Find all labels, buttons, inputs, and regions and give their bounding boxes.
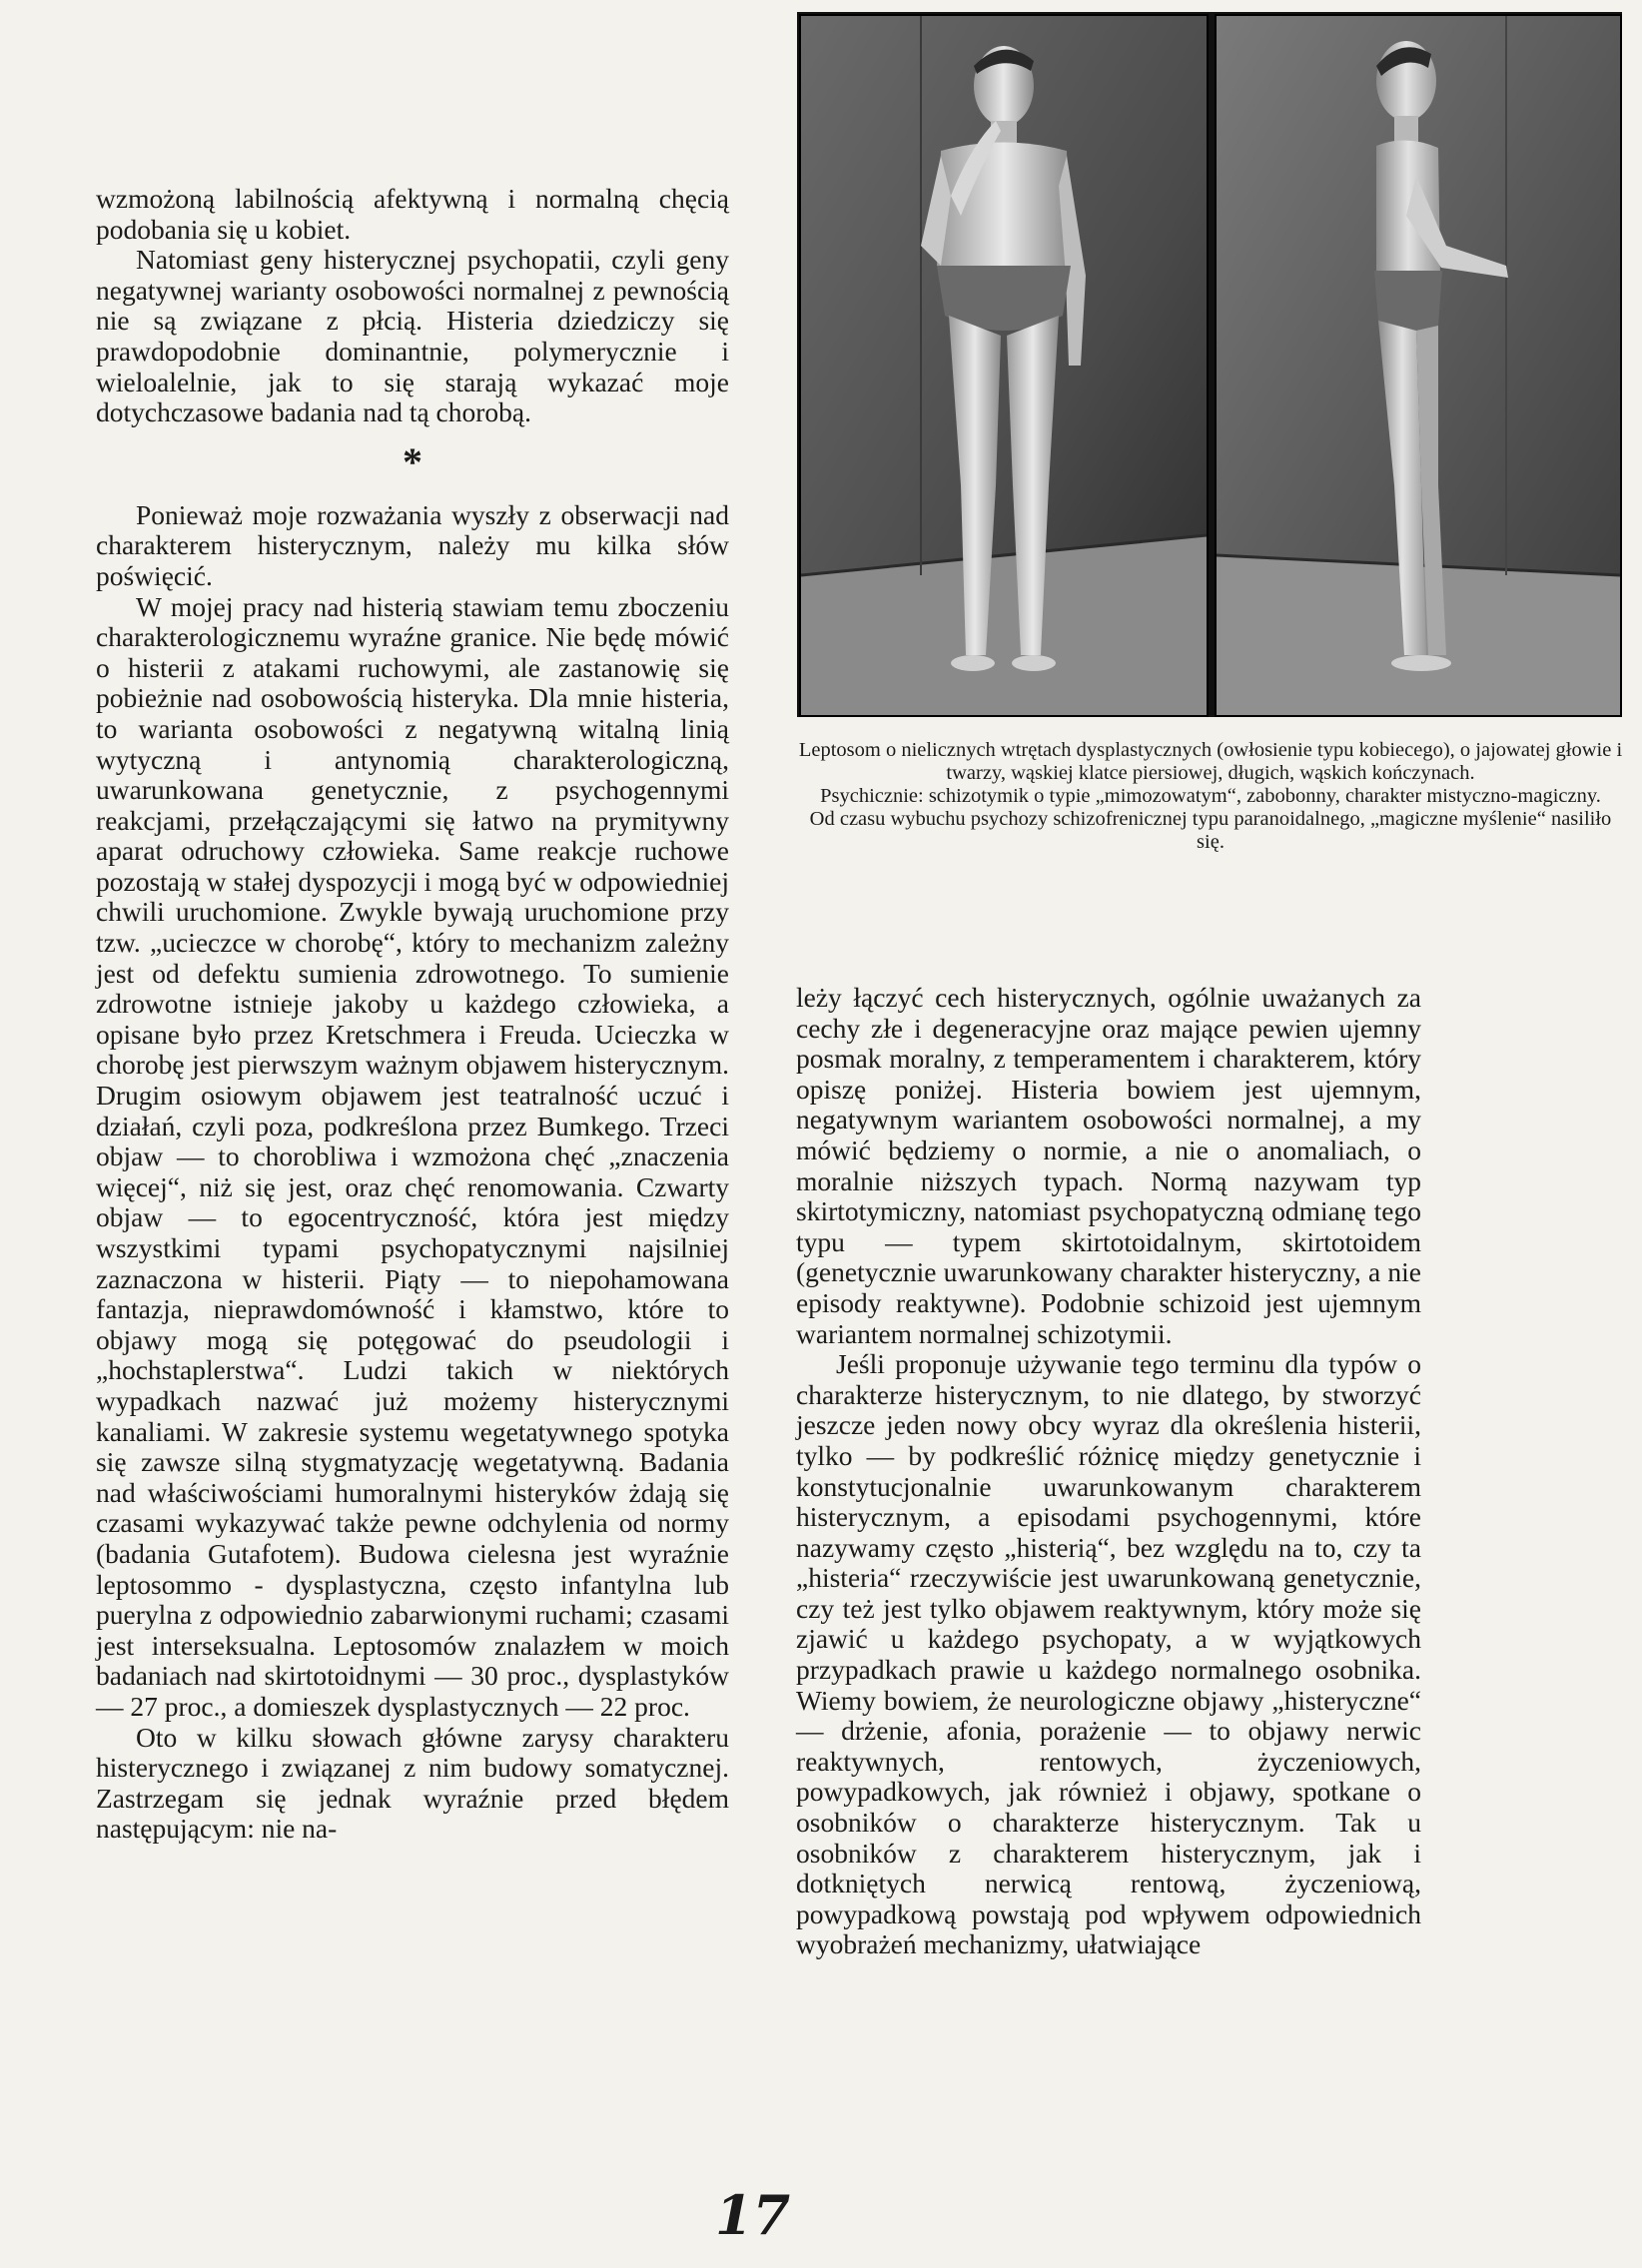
caption-line: Leptosom o nielicznych wtrętach dysplastycznych (owłosienie typu kobiecego), o jajowatej głowie i twarzy, wąskiej klatce piersiowej, długich, wąskich kończynach. [798,739,1623,784]
photo-front-image [801,16,1207,715]
paragraph: Natomiast geny histerycznej psychopatii, czyli geny negatywnej warianty osobowości normalnej z pewnością nie są związane z płcią. Histeria dziedziczy się prawdopodobnie dominantnie, polymerycznie i wieloalelnie, jak to się starają wykazać moje dotychczasowe badania nad tą chorobą. [96,244,729,428]
caption-line: Od czasu wybuchu psychozy schizofrenicznej typu paranoidalnego, „magiczne myślenie“ nasiliło się. [809,808,1612,853]
paragraph: W mojej pracy nad histerią stawiam temu zboczeniu charakterologicznemu wyraźne granice. Nie będę mówić o histerii z atakami ruchowymi, ale zastanowię się pobieżnie nad osobowością histeryka. Dla mnie histeria, to warianta osobowości z negatywną witalną linią wytyczną i antynomią charakterologiczną, uwarunkowana genetycznie, z psychogennymi reakcjami, przełączającymi się łatwo na prymitywny aparat odruchowy człowieka. Same reakcje ruchowe pozostają w stałej dyspozycji i mogą być w odpowiedniej chwili uruchomione. Zwykle bywają uruchomione przy tzw. „ucieczce w chorobę“, który to mechanizm zależny jest od defektu sumienia zdrowotnego. To sumienie zdrowotne istnieje jakoby u każdego człowieka, a opisane było przez Kretschmera i Freuda. Ucieczka w chorobę jest pierwszym ważnym objawem histerycznym. Drugim osiowym objawem jest teatralność uczuć i działań, czyli poza, podkreślona przez Bumkego. Trzeci objaw — to chorobliwa i wzmożona chęć „znaczenia więcej“, niż się jest, oraz chęć renomowania. Czwarty objaw — to egocentryczność, która jest między wszystkimi typami psychopatycznymi najsilniej zaznaczona w histerii. Piąty — to niepohamowana fantazja, nieprawdomówność i kłamstwo, które to objawy mogą się potęgować do pseudologii i „hochstaplerstwa“. Ludzi takich w niektórych wypadkach nazwać już możemy histerycznymi kanaliami. W zakresie systemu wegetatywnego spotyka się zawsze silną stygmatyzację wegetatywną. Badania nad właściwościami humoralnymi histeryków żdają się czasami wykazywać także pewne odchylenia od normy (badania Gutafotem). Budowa cielesna jest wyraźnie leptosommo - dysplastyczna, często infantylna lub puerylna z odpowiednio zabarwionymi ruchami; czasami jest interseksualna. Leptosomów znalazłem w moich badaniach nad skirtotoidnymi — 30 proc., dysplastyków — 27 proc., a domieszek dysplastycznych — 22 proc. [96,590,729,1722]
right-column [796,983,1421,1960]
photo-side-image [1217,16,1620,715]
section-separator: * [403,438,422,484]
left-column [96,184,729,1845]
paragraph: Oto w kilku słowach główne zarysy charakteru histerycznego i związanej z nim budowy somatycznej. Zastrzegam się jednak wyraźnie przed błędem następującym: nie na- [96,1721,729,1845]
page-number: 17 [715,2183,791,2247]
paragraph: Ponieważ moje rozważania wyszły z obserwacji nad charakterem histerycznym, należy mu kilka słów poświęcić. [96,498,729,591]
photo-side-view [1215,14,1622,717]
photo-plate [797,12,1622,717]
photo-front-view [799,14,1209,717]
paragraph: leży łączyć cech histerycznych, ogólnie uważanych za cechy złe i degeneracyjne oraz mające pewien ujemny posmak moralny, z temperamentem i charakterem, który opiszę poniżej. Histeria bowiem jest ujemnym, negatywnym wariantem osobowości normalnej, a my mówić będziemy o normie, a nie o anomaliach, o moralnie niższych typach. Normą nazywam typ skirtotymiczny, natomiast psychopatyczną odmianę tego typu — typem skirtotoidalnym, skirtotoidem (genetycznie uwarunkowany charakter histeryczny, a nie episody reaktywne). Podobnie schizoid jest ujemnym wariantem normalnej schizotymii. [796,982,1421,1349]
caption-line: Psychicznie: schizotymik o typie „mimozowatym“, zabobonny, charakter mistyczno-magiczny. [820,785,1601,807]
paragraph: wzmożoną labilnością afektywną i normalną chęcią podobania się u kobiet. [96,183,729,245]
paragraph: Jeśli proponuje używanie tego terminu dla typów o charakterze histerycznym, to nie dlatego, by stworzyć jeszcze jeden nowy obcy wyraz dla określenia histerii, tylko — by podkreślić różnicę między genetycznie i konstytucjonalnie uwarunkowanym charakterem histerycznym, a episodami psychogennymi, które nazywamy często „histerią“, bez względu na to, czy ta „histeria“ rzeczywiście jest uwarunkowaną genetycznie, czy też jest tylko objawem reaktywnym, który może się zjawić u każdego psychopaty, a w wyjątkowych przypadkach prawie u każdego normalnego osobnika. Wiemy bowiem, że neurologiczne objawy „histeryczne“ — drżenie, afonia, porażenie — to objawy nerwic reaktywnych, rentowych, życzeniowych, powypadkowych, jak również i objawy, spotkane o osobników o charakterze histerycznym. Tak u osobników z charakterem histerycznym, jak i dotkniętych nerwicą rentową, życzeniową, powypadkową powstają pod wpływem odpowiednich wyobrażeń mechanizmy, ułatwiające [796,1348,1421,1960]
photo-caption [795,739,1626,854]
